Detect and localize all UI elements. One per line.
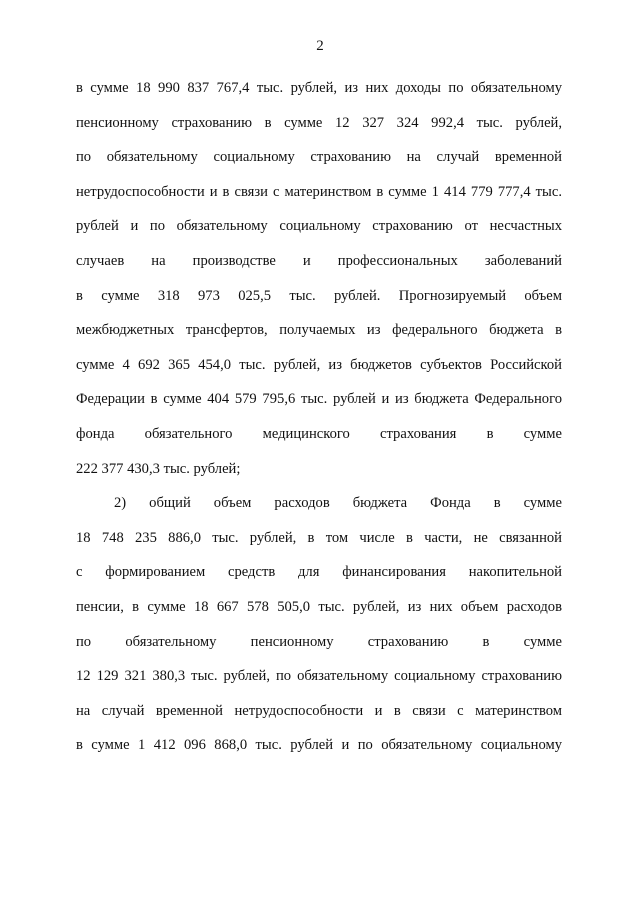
text-line: с формированием средств для финансирования накопительной (76, 564, 562, 581)
text-line: случаев на производстве и профессиональных заболеваний (76, 252, 562, 269)
document-body (76, 71, 562, 763)
text-line: рублей и по обязательному социальному страхованию от несчастных (76, 218, 562, 235)
text-line: в сумме 318 973 025,5 тыс. рублей. Прогнозируемый объем (76, 287, 562, 304)
text-line: сумме 4 692 365 454,0 тыс. рублей, из бюджетов субъектов Российской (76, 356, 562, 373)
text-line: 18 748 235 886,0 тыс. рублей, в том числе в части, не связанной (76, 529, 562, 546)
text-line: межбюджетных трансфертов, получаемых из федерального бюджета в (76, 322, 562, 339)
text-line: в сумме 1 412 096 868,0 тыс. рублей и по обязательному социальному (76, 737, 562, 754)
text-line: 12 129 321 380,3 тыс. рублей, по обязательному социальному страхованию (76, 668, 562, 685)
text-line: на случай временной нетрудоспособности и в связи с материнством (76, 702, 562, 719)
text-line: нетрудоспособности и в связи с материнством в сумме 1 414 779 777,4 тыс. (76, 183, 562, 200)
text-line: по обязательному пенсионному страхованию в сумме (76, 633, 562, 650)
text-line: 222 377 430,3 тыс. рублей; (76, 460, 241, 477)
text-line: пенсионному страхованию в сумме 12 327 324 992,4 тыс. рублей, (76, 114, 562, 131)
text-line: пенсии, в сумме 18 667 578 505,0 тыс. рублей, из них объем расходов (76, 598, 562, 615)
text-line: фонда обязательного медицинского страхования в сумме (76, 425, 562, 442)
text-line: 2) общий объем расходов бюджета Фонда в сумме (114, 495, 562, 512)
text-line: Федерации в сумме 404 579 795,6 тыс. рублей и из бюджета Федерального (76, 391, 562, 408)
text-line: по обязательному социальному страхованию на случай временной (76, 149, 562, 166)
text-line: в сумме 18 990 837 767,4 тыс. рублей, из них доходы по обязательному (76, 80, 562, 96)
page-number: 2 (316, 38, 324, 54)
